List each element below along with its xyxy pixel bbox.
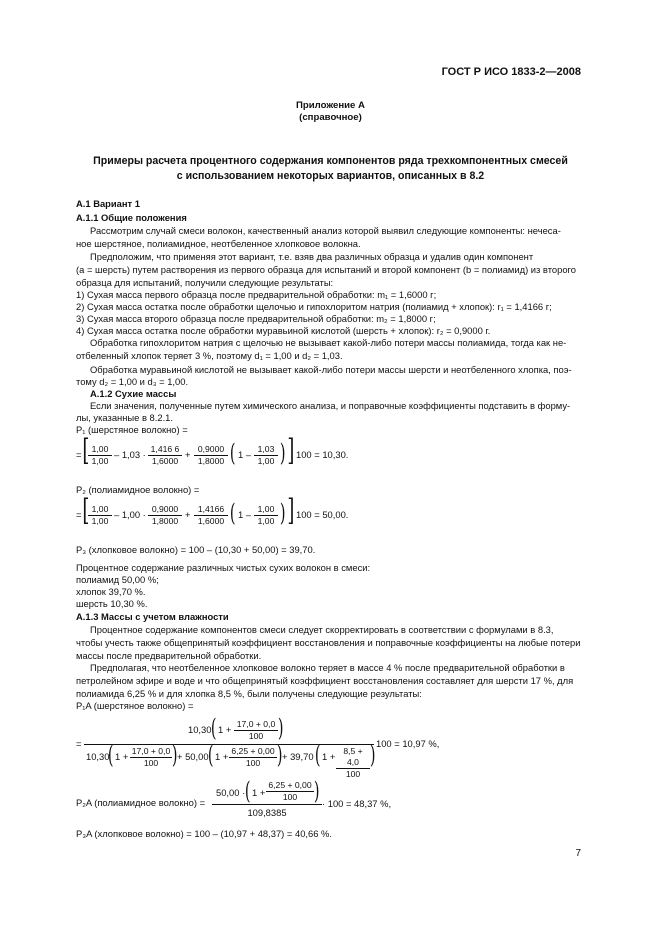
paragraph-3-line-2: отбеленный хлопок теряет 3 %, поэтому d₁ = 1,00 и d₂ = 1,03. bbox=[76, 350, 343, 361]
formula4-num-value: 50,00 · bbox=[216, 787, 246, 798]
formula2-frac-2 bbox=[148, 504, 182, 527]
formula1-f2-num: 1,416 6 bbox=[148, 444, 182, 456]
p1-label: P₁ (шерстяное волокно) = bbox=[76, 424, 188, 435]
formula4-paren-close: ) bbox=[313, 777, 320, 805]
formula1-paren-close: ) bbox=[279, 439, 286, 467]
formula3-d1-paren-close: ) bbox=[171, 741, 178, 769]
formula1-frac-3 bbox=[194, 444, 228, 467]
page-number: 7 bbox=[575, 848, 581, 859]
formula1-f4-num: 1,03 bbox=[254, 444, 278, 456]
summary-intro: Процентное содержание различных чистых сухих волокон в смеси: bbox=[76, 562, 371, 573]
formula2-equals: = bbox=[76, 509, 82, 520]
formula3-num-paren-open: ( bbox=[210, 714, 217, 742]
formula3-d1-frac bbox=[130, 746, 172, 769]
formula2-frac-1 bbox=[88, 504, 112, 527]
paragraph-4-line-2: тому d₂ = 1,00 и d₃ = 1,00. bbox=[76, 376, 189, 387]
formula1-frac-2 bbox=[148, 444, 182, 467]
paragraph-6-line-1: Процентное содержание компонентов смеси следует скорректировать в соответствии с формулами в 8.3, bbox=[90, 624, 554, 635]
appendix-subtitle: (справочное) bbox=[299, 112, 362, 123]
formula1-bracket-open: [ bbox=[82, 433, 90, 468]
formula3-d2-paren-open: ( bbox=[207, 741, 214, 769]
formula2-f2-den: 1,8000 bbox=[151, 516, 179, 526]
formula2-bracket-open: [ bbox=[82, 493, 90, 528]
formula3-d2-paren-close: ) bbox=[276, 741, 283, 769]
formula3-num-one: 1 + bbox=[218, 724, 232, 735]
formula2-minus: – 1,00 · bbox=[114, 509, 146, 520]
formula3-d2-frac bbox=[229, 746, 277, 769]
p1a-label: P₁A (шерстяное волокно) = bbox=[76, 700, 194, 711]
paragraph-3-line-1: Обработка гипохлоритом натрия с щелочью не вызывает какой-либо потери массы полиамида, тогда как не- bbox=[90, 337, 567, 348]
formula3-d1-one: 1 + bbox=[115, 751, 129, 762]
formula3-d1-den: 100 bbox=[143, 758, 159, 768]
formula1-minus: – 1,03 · bbox=[114, 449, 146, 460]
formula1-one: 1 – bbox=[238, 449, 252, 460]
formula2-f4-num: 1,00 bbox=[254, 504, 278, 516]
formula2-f3-num: 1,4166 bbox=[194, 504, 228, 516]
formula2-paren-close: ) bbox=[279, 499, 286, 527]
formula2-frac-4 bbox=[254, 504, 278, 527]
formula4-inner-num: 6,25 + 0,00 bbox=[266, 780, 314, 792]
formula2-result: 100 = 50,00. bbox=[296, 509, 349, 520]
formula1-f4-den: 1,00 bbox=[257, 456, 275, 466]
formula4-inner-den: 100 bbox=[282, 792, 298, 802]
paragraph-5-line-2: лы, указанные в 8.2.1. bbox=[76, 412, 173, 423]
paragraph-5-line-1: Если значения, полученные путем химического анализа, и поправочные коэффициенты подставить в форму- bbox=[90, 400, 571, 411]
formula3-d3-den: 100 bbox=[345, 769, 361, 779]
formula1-frac-1 bbox=[88, 444, 112, 467]
heading-line-1: Примеры расчета процентного содержания компонентов ряда трехкомпонентных смесей bbox=[93, 155, 568, 167]
formula1-f1-num: 1,00 bbox=[88, 444, 112, 456]
formula3-d1-num: 17,0 + 0,0 bbox=[131, 746, 171, 756]
formula2-bracket-close: ] bbox=[287, 493, 295, 528]
section-a1-title: А.1 Вариант 1 bbox=[76, 198, 140, 209]
formula2-paren-open: ( bbox=[229, 499, 236, 527]
paragraph-2-line-3: образца для испытаний, получили следующие результаты: bbox=[76, 277, 334, 288]
paragraph-6-line-2: чтобы учесть также общепринятый коэффициент восстановления и поправочные коэффициенты на любые потери bbox=[76, 637, 581, 648]
formula3-d2-num: 6,25 + 0,00 bbox=[229, 746, 277, 758]
section-a13-title: А.1.3 Массы с учетом влажности bbox=[76, 611, 229, 622]
formula3-d3-paren-close: ) bbox=[369, 741, 376, 769]
formula3-num-frac bbox=[234, 719, 278, 742]
formula3-d3-frac bbox=[336, 746, 370, 780]
formula3-main-fraction-bar bbox=[84, 744, 374, 745]
p2-label: P₂ (полиамидное волокно) = bbox=[76, 484, 200, 495]
formula3-d2-den: 100 bbox=[245, 758, 261, 768]
formula2-plus: + bbox=[185, 509, 191, 520]
formula4-one: 1 + bbox=[252, 787, 266, 798]
appendix-title: Приложение А bbox=[296, 100, 365, 111]
formula3-num-paren-close: ) bbox=[277, 714, 284, 742]
formula3-den-term-3: + 39,70 bbox=[282, 751, 314, 762]
formula4-denominator: 109,8385 bbox=[247, 807, 287, 818]
paragraph-4-line-1: Обработка муравьиной кислотой не вызывает какой-либо потери массы шерсти и неотбеленного хлопка, поэ- bbox=[90, 364, 572, 375]
formula1-f2-den: 1,6000 bbox=[151, 456, 179, 466]
paragraph-2-line-2: (a = шерсть) путем растворения из первого образца для испытаний и второй компонент (b = полиамид) из второго bbox=[76, 264, 576, 275]
p3a-line: P₃A (хлопковое волокно) = 100 – (10,97 + 48,37) = 40,66 %. bbox=[76, 828, 332, 839]
result-item-1: 1) Сухая масса первого образца после предварительной обработки: m₁ = 1,6000 г; bbox=[76, 289, 437, 300]
summary-polyamide: полиамид 50,00 %; bbox=[76, 574, 159, 585]
formula3-num-value: 10,30 bbox=[188, 724, 212, 735]
formula1-bracket-close: ] bbox=[287, 433, 295, 468]
formula3-den-term-1: 10,30 bbox=[86, 751, 110, 762]
result-item-2: 2) Сухая масса остатка после обработки щелочью и гипохлоритом натрия (полиамид + хлопок): r₁ = 1,4166 г; bbox=[76, 301, 552, 312]
section-a11-title: А.1.1 Общие положения bbox=[76, 212, 187, 223]
formula1-result: 100 = 10,30. bbox=[296, 449, 349, 460]
p3-line: P₃ (хлопковое волокно) = 100 – (10,30 + 50,00) = 39,70. bbox=[76, 544, 316, 555]
formula3-equals: = bbox=[76, 738, 82, 749]
p2a-label: P₂A (полиамидное волокно) = bbox=[76, 797, 206, 808]
formula4-paren-open: ( bbox=[244, 777, 251, 805]
paragraph-1-line-2: ное шерстяное, полиамидное, неотбеленное хлопковое волокна. bbox=[76, 238, 361, 249]
formula1-f3-num: 0,9000 bbox=[194, 444, 228, 456]
formula1-frac-4 bbox=[254, 444, 278, 467]
formula3-den-term-2: + 50,00 bbox=[177, 751, 209, 762]
formula1-f1-den: 1,00 bbox=[91, 456, 109, 466]
formula2-frac-3 bbox=[194, 504, 228, 527]
formula2-f4-den: 1,00 bbox=[257, 516, 275, 526]
summary-cotton: хлопок 39,70 %. bbox=[76, 586, 146, 597]
formula1-paren-open: ( bbox=[229, 439, 236, 467]
paragraph-6-line-3: массы после предварительной обработки. bbox=[76, 650, 262, 661]
paragraph-7-line-1: Предполагая, что неотбеленное хлопковое волокно теряет в массе 4 % после предварительной обработки в bbox=[90, 662, 565, 673]
formula4-fraction-bar bbox=[212, 804, 322, 805]
formula3-d3-one: 1 + bbox=[322, 751, 336, 762]
heading-line-2: с использованием некоторых вариантов, описанных в 8.2 bbox=[176, 170, 485, 182]
formula2-f1-num: 1,00 bbox=[88, 504, 112, 516]
formula3-result: 100 = 10,97 %, bbox=[376, 738, 440, 749]
formula3-d3-num: 8,5 + 4,0 bbox=[336, 746, 370, 769]
formula3-num-frac-den: 100 bbox=[248, 731, 264, 741]
formula4-inner-frac bbox=[266, 780, 314, 803]
section-a12-title: А.1.2 Сухие массы bbox=[90, 388, 177, 399]
result-item-4: 4) Сухая масса остатка после обработки муравьиной кислотой (шерсть + хлопок): r₂ = 0,9000 г. bbox=[76, 325, 491, 336]
paragraph-7-line-3: полиамида 6,25 % и для хлопка 8,5 %, были получены следующие результаты: bbox=[76, 688, 422, 699]
formula3-num-frac-num: 17,0 + 0,0 bbox=[234, 719, 278, 731]
formula2-f1-den: 1,00 bbox=[91, 516, 109, 526]
document-id: ГОСТ Р ИСО 1833-2—2008 bbox=[441, 66, 581, 78]
formula1-equals: = bbox=[76, 449, 82, 460]
paragraph-7-line-2: петролейном эфире и воде и что общепринятый коэффициент восстановления составляет для шерсти 17 %, для bbox=[76, 675, 574, 686]
paragraph-1-line-1: Рассмотрим случай смеси волокон, качественный анализ которой выявил следующие компоненты: нечеса- bbox=[90, 225, 561, 236]
formula2-f3-den: 1,6000 bbox=[197, 516, 225, 526]
formula1-f3-den: 1,8000 bbox=[197, 456, 225, 466]
formula4-result: · 100 = 48,37 %, bbox=[322, 798, 392, 809]
paragraph-2-line-1: Предположим, что применяя этот вариант, т.е. взяв два различных образца и удалив один компонент bbox=[90, 251, 534, 262]
formula3-d3-paren-open: ( bbox=[314, 741, 321, 769]
formula3-d1-paren-open: ( bbox=[107, 741, 114, 769]
result-item-3: 3) Сухая масса второго образца после предварительной обработки: m₂ = 1,8000 г; bbox=[76, 313, 436, 324]
summary-wool: шерсть 10,30 %. bbox=[76, 598, 148, 609]
formula3-d2-one: 1 + bbox=[215, 751, 229, 762]
formula1-plus: + bbox=[185, 449, 191, 460]
formula2-f2-num: 0,9000 bbox=[148, 504, 182, 516]
formula2-one: 1 – bbox=[238, 509, 252, 520]
